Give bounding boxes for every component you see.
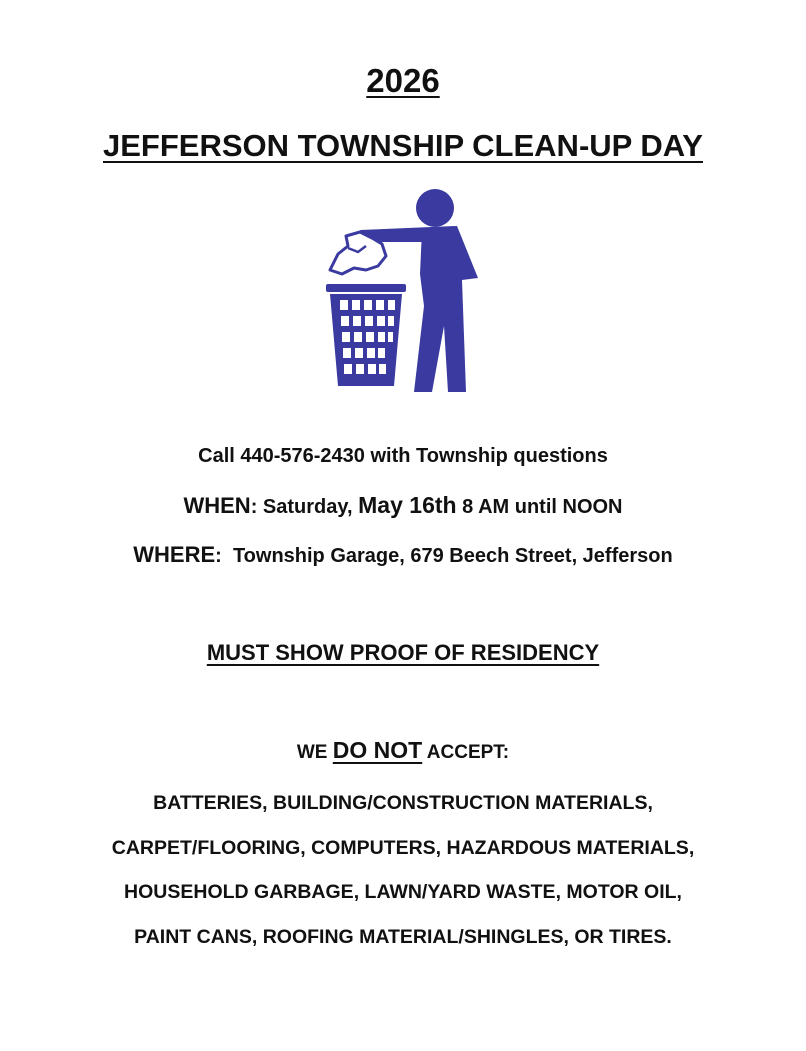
not-accepted-item: HOUSEHOLD GARBAGE, LAWN/YARD WASTE, MOTOR OIL, — [124, 881, 682, 903]
residency-notice: MUST SHOW PROOF OF RESIDENCY — [206, 640, 600, 665]
when-label: WHEN — [183, 493, 251, 518]
when-day: Saturday, — [262, 496, 353, 518]
not-accept-heading — [0, 737, 806, 764]
when-time: 8 AM until NOON — [462, 496, 623, 518]
flyer-year: 2026 — [366, 62, 440, 99]
where-line — [0, 542, 806, 568]
not-accept-suffix: ACCEPT: — [426, 742, 510, 763]
when-date: May 16th — [358, 492, 457, 518]
contact-line: Call 440-576-2430 with Township questions — [198, 445, 608, 467]
not-accepted-item: CARPET/FLOORING, COMPUTERS, HAZARDOUS MATERIALS, — [111, 836, 695, 859]
not-accepted-item: PAINT CANS, ROOFING MATERIAL/SHINGLES, OR TIRES. — [134, 925, 672, 948]
when-colon: : — [250, 496, 263, 518]
not-accept-emphasis: DO NOT — [332, 737, 423, 763]
where-label: WHERE — [133, 542, 216, 567]
not-accepted-item: BATTERIES, BUILDING/CONSTRUCTION MATERIALS, — [153, 792, 653, 814]
not-accept-prefix: WE — [296, 742, 328, 763]
where-value: Township Garage, 679 Beech Street, Jefferson — [232, 545, 673, 567]
litter-bin-icon — [320, 186, 484, 392]
when-line — [0, 492, 806, 519]
flyer-title: JEFFERSON TOWNSHIP CLEAN-UP DAY — [102, 128, 703, 163]
where-colon: : — [215, 545, 233, 567]
not-accepted-items-list — [0, 790, 806, 968]
